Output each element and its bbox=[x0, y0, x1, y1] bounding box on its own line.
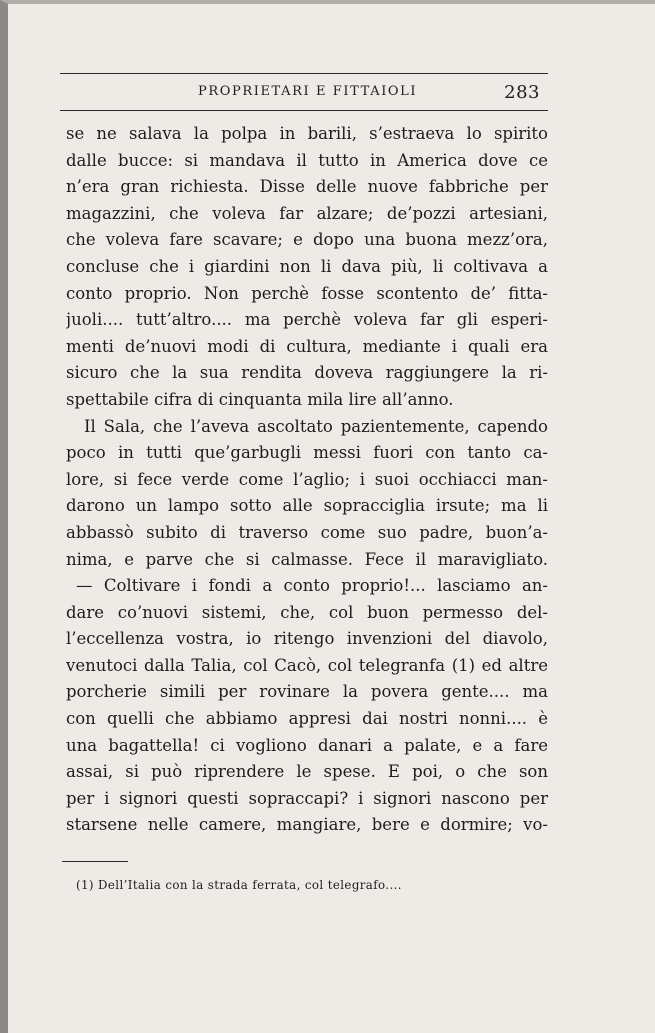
header-rule-top bbox=[60, 73, 548, 74]
text-line: abbassò subito di traverso come suo padre, buon’a- bbox=[66, 522, 548, 542]
header-rule-bottom bbox=[60, 110, 548, 111]
text-line: nima, e parve che si calmasse. Fece il maravigliato. bbox=[66, 549, 548, 569]
text-line: starsene nelle camere, mangiare, bere e dormire; vo- bbox=[66, 815, 548, 835]
running-title: PROPRIETARI E FITTAIOLI bbox=[198, 84, 418, 99]
running-head bbox=[60, 82, 548, 106]
text-line: magazzini, che voleva far alzare; de’pozzi artesiani, bbox=[66, 203, 548, 223]
text-line: juoli.... tutt’altro.... ma perchè voleva far gli esperi- bbox=[66, 310, 548, 330]
text-line: dare co’nuovi sistemi, che, col buon permesso del- bbox=[66, 602, 548, 622]
text-line: assai, si può riprendere le spese. E poi, o che son bbox=[66, 762, 548, 782]
text-line: poco in tutti que’garbugli messi fuori con tanto ca- bbox=[66, 443, 548, 463]
text-line: conto proprio. Non perchè fosse scontento de’ fitta- bbox=[66, 283, 548, 303]
text-line: se ne salava la polpa in barili, s’estraeva lo spirito bbox=[66, 124, 548, 143]
text-line: sicuro che la sua rendita doveva raggiungere la ri- bbox=[66, 363, 548, 383]
text-line: l’eccellenza vostra, io ritengo invenzioni del diavolo, bbox=[66, 629, 548, 649]
text-line: per i signori questi sopraccapi? i signori nascono per bbox=[66, 788, 548, 808]
text-line: menti de’nuovi modi di cultura, mediante i quali era bbox=[66, 336, 548, 356]
text-line: concluse che i giardini non li dava più, li coltivava a bbox=[66, 256, 548, 276]
text-line: n’era gran richiesta. Disse delle nuove fabbriche per bbox=[66, 177, 548, 197]
text-line: che voleva fare scavare; e dopo una buona mezz’ora, bbox=[66, 230, 548, 250]
text-line: lore, si fece verde come l’aglio; i suoi occhiacci man- bbox=[66, 469, 548, 489]
text-line: darono un lampo sotto alle sopracciglia irsute; ma li bbox=[66, 496, 548, 516]
text-line: dalle bucce: si mandava il tutto in America dove ce bbox=[66, 150, 548, 170]
text-line: spettabile cifra di cinquanta mila lire all’anno. bbox=[66, 389, 454, 409]
footnote: (1) Dell’Italia con la strada ferrata, col telegrafo.... bbox=[76, 878, 402, 892]
text-line: porcherie simili per rovinare la povera gente.... ma bbox=[66, 682, 548, 702]
page-number: 283 bbox=[504, 82, 540, 103]
footnote-rule bbox=[62, 861, 128, 862]
text-line: con quelli che abbiamo appresi dai nostri nonni.... è bbox=[66, 709, 548, 729]
text-line: venutoci dalla Talia, col Cacò, col telegranfa (1) ed altre bbox=[66, 655, 548, 675]
text-line: Il Sala, che l’aveva ascoltato pazientemente, capendo bbox=[84, 416, 548, 436]
text-line: una bagattella! ci vogliono danari a palate, e a fare bbox=[66, 735, 548, 755]
body-text bbox=[66, 121, 548, 839]
text-line: — Coltivare i fondi a conto proprio!... lasciamo an- bbox=[76, 576, 548, 596]
